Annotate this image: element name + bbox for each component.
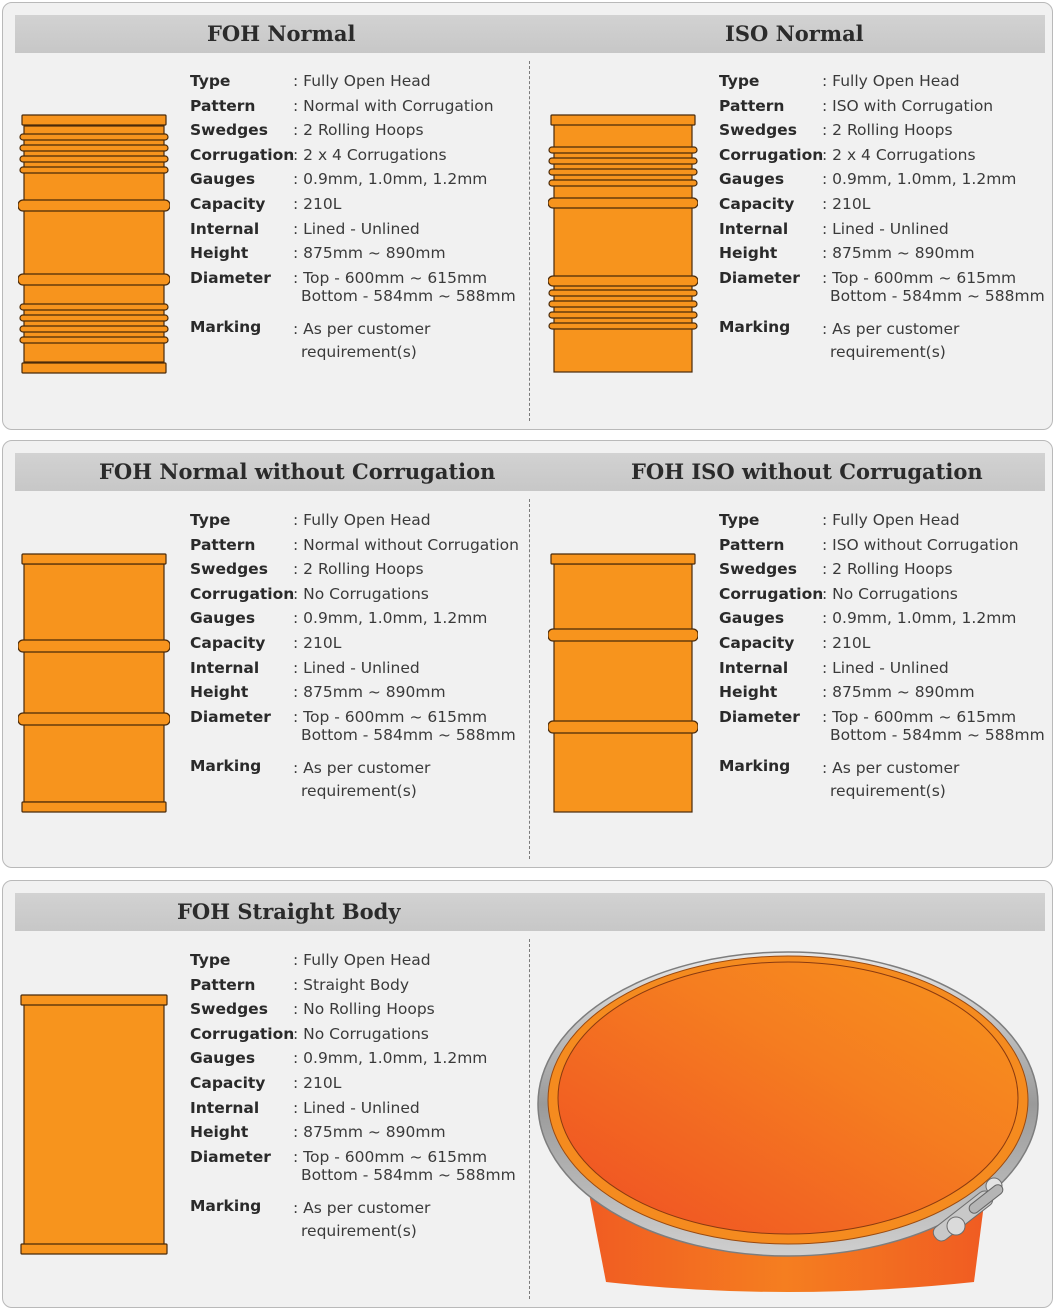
spec-label: Marking [719,756,791,775]
spec-value: : 210L [822,633,871,652]
spec-value: : As per customer [822,758,960,777]
spec-value-continued: Bottom - 584mm ~ 588mm [301,286,516,305]
spec-value: : 0.9mm, 1.0mm, 1.2mm [293,1049,488,1068]
spec-value-continued: requirement(s) [830,342,946,361]
spec-label: Marking [190,317,262,336]
spec-value: : Lined - Unlined [822,219,949,238]
spec-value: : 2 Rolling Hoops [293,121,424,140]
spec-label: Swedges [719,560,797,579]
spec-value-continued: Bottom - 584mm ~ 588mm [830,286,1045,305]
spec-value: : Fully Open Head [822,511,960,529]
spec-value: : Top - 600mm ~ 615mm [293,707,488,726]
spec-label: Capacity [190,1073,266,1092]
drum-iso-normal-illustration [548,112,698,376]
spec-value: : 2 x 4 Corrugations [822,145,976,164]
spec-value-continued: Bottom - 584mm ~ 588mm [830,725,1045,744]
spec-value: : 2 Rolling Hoops [293,560,424,579]
spec-value: : Top - 600mm ~ 615mm [822,707,1017,726]
panel-header [15,893,1045,931]
spec-value: : Fully Open Head [293,951,431,969]
spec-value: : As per customer [293,319,431,338]
spec-label: Swedges [190,560,268,579]
spec-value: : 2 Rolling Hoops [822,121,953,140]
drum-foh-normal-illustration [18,112,170,376]
spec-value: : As per customer [822,319,960,338]
spec-label: Marking [719,317,791,336]
spec-value: : As per customer [293,758,431,777]
spec-value: : 0.9mm, 1.0mm, 1.2mm [822,609,1017,628]
spec-label: Swedges [719,121,797,140]
spec-label: Corrugation [719,584,824,603]
spec-label: Type [719,511,760,529]
spec-value: : ISO without Corrugation [822,535,1019,554]
spec-value-continued: requirement(s) [301,1221,417,1240]
spec-value: : Normal with Corrugation [293,96,494,115]
spec-value: : Lined - Unlined [293,1098,420,1117]
spec-value: : Fully Open Head [293,72,431,90]
spec-value: : Fully Open Head [822,72,960,90]
spec-value: : 0.9mm, 1.0mm, 1.2mm [822,170,1017,189]
product-title: FOH Straight Body [177,899,401,924]
spec-value: : Fully Open Head [293,511,431,529]
spec-value: : 875mm ~ 890mm [293,244,446,263]
spec-label: Internal [719,219,789,238]
panel-header [15,453,1045,491]
spec-label: Corrugation [190,584,295,603]
spec-label: Height [719,244,778,263]
spec-label: Gauges [190,1049,256,1068]
spec-label: Gauges [719,170,785,189]
spec-value: : 210L [293,1073,342,1092]
drum-straight-body-illustration [18,993,170,1257]
open-drum-photo [536,946,1040,1296]
spec-value: : Straight Body [293,975,410,994]
spec-label: Capacity [719,633,795,652]
spec-value: : Top - 600mm ~ 615mm [293,268,488,287]
spec-label: Internal [190,1098,260,1117]
spec-label: Pattern [719,535,785,554]
column-divider [529,499,530,859]
spec-value: : 210L [822,194,871,213]
spec-label: Pattern [719,96,785,115]
spec-value: : 210L [293,633,342,652]
spec-label: Diameter [190,707,271,726]
spec-label: Diameter [719,268,800,287]
spec-value: : 875mm ~ 890mm [293,1123,446,1142]
spec-label: Gauges [190,609,256,628]
spec-label: Type [719,72,760,90]
spec-label: Swedges [190,1000,268,1019]
spec-value: : Normal without Corrugation [293,535,519,554]
spec-label: Pattern [190,535,256,554]
spec-value: : 875mm ~ 890mm [293,683,446,702]
spec-label: Gauges [190,170,256,189]
spec-label: Height [190,244,249,263]
spec-value: : Lined - Unlined [293,658,420,677]
spec-label: Gauges [719,609,785,628]
column-divider [529,939,530,1299]
spec-value: : 0.9mm, 1.0mm, 1.2mm [293,170,488,189]
spec-value: : No Corrugations [293,584,429,603]
spec-label: Pattern [190,96,256,115]
spec-value: : 875mm ~ 890mm [822,683,975,702]
spec-value: : ISO with Corrugation [822,96,994,115]
spec-label: Corrugation [190,145,295,164]
spec-label: Marking [190,756,262,775]
spec-value-continued: requirement(s) [830,781,946,800]
column-divider [529,61,530,421]
drum-iso-no-corrugation-illustration [548,552,698,816]
product-title: ISO Normal [725,21,864,46]
spec-label: Swedges [190,121,268,140]
panel-header [15,15,1045,53]
spec-label: Corrugation [190,1024,295,1043]
spec-value: : 210L [293,194,342,213]
spec-value: : No Corrugations [822,584,958,603]
spec-label: Marking [190,1196,262,1215]
spec-value: : 2 Rolling Hoops [822,560,953,579]
spec-label: Type [190,72,231,90]
spec-label: Internal [190,219,260,238]
spec-label: Height [190,683,249,702]
spec-value-continued: Bottom - 584mm ~ 588mm [301,725,516,744]
spec-value: : Top - 600mm ~ 615mm [293,1147,488,1166]
spec-value: : As per customer [293,1198,431,1217]
spec-label: Internal [190,658,260,677]
product-title: FOH ISO without Corrugation [631,459,983,484]
spec-value: : No Rolling Hoops [293,1000,435,1019]
spec-label: Capacity [190,633,266,652]
spec-label: Capacity [190,194,266,213]
spec-label: Pattern [190,975,256,994]
spec-value: : Lined - Unlined [293,219,420,238]
drum-foh-no-corrugation-illustration [18,552,170,816]
spec-value-continued: Bottom - 584mm ~ 588mm [301,1165,516,1184]
spec-label: Height [190,1123,249,1142]
spec-value: : Lined - Unlined [822,658,949,677]
spec-label: Diameter [190,268,271,287]
product-title: FOH Normal without Corrugation [99,459,496,484]
spec-value: : 2 x 4 Corrugations [293,145,447,164]
spec-value-continued: requirement(s) [301,342,417,361]
spec-label: Diameter [719,707,800,726]
product-title: FOH Normal [207,21,356,46]
spec-label: Type [190,951,231,969]
spec-label: Height [719,683,778,702]
spec-value: : 875mm ~ 890mm [822,244,975,263]
spec-label: Corrugation [719,145,824,164]
spec-value-continued: requirement(s) [301,781,417,800]
spec-value: : Top - 600mm ~ 615mm [822,268,1017,287]
spec-label: Type [190,511,231,529]
spec-label: Diameter [190,1147,271,1166]
spec-value: : 0.9mm, 1.0mm, 1.2mm [293,609,488,628]
spec-label: Internal [719,658,789,677]
spec-value: : No Corrugations [293,1024,429,1043]
spec-label: Capacity [719,194,795,213]
